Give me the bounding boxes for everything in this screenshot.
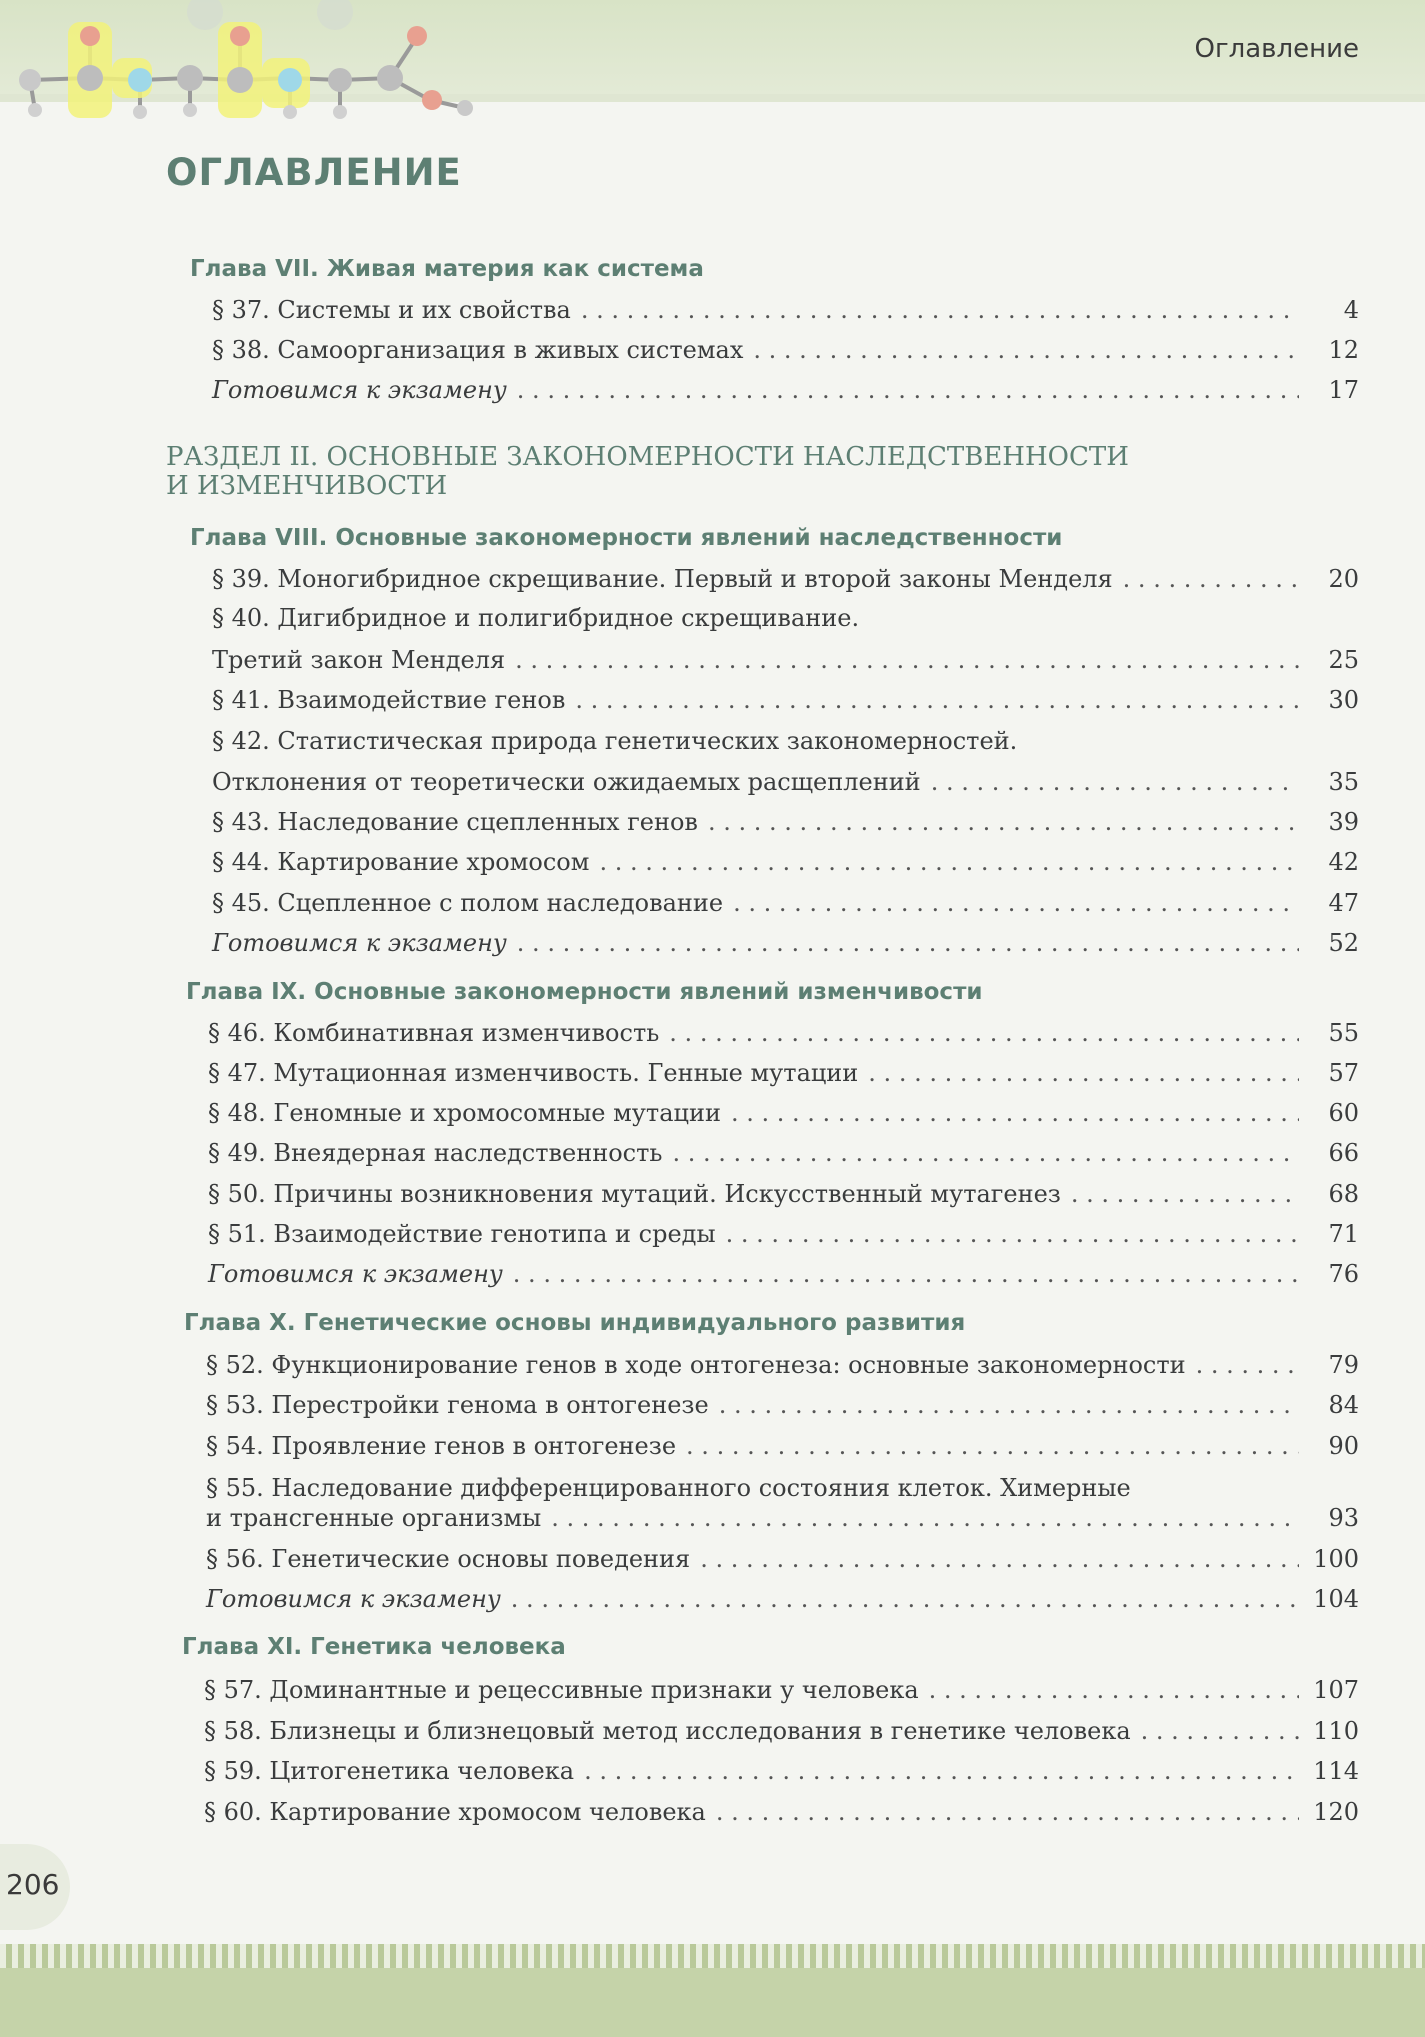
toc-entry-label[interactable]: § 42. Статистическая природа генетических закономерностей. [212,727,1018,755]
toc-entry[interactable] [206,1350,1359,1380]
toc-entry-page: 79 [1328,1351,1359,1379]
toc-entry[interactable] [208,1098,1359,1128]
toc-entry-page: 104 [1313,1585,1359,1613]
toc-entry[interactable] [208,1219,1359,1249]
chapter-10-heading: Глава X. Генетические основы индивидуального развития [184,1310,966,1336]
toc-entry-exam[interactable] [212,928,1359,958]
toc-entry[interactable] [212,295,1359,325]
toc-entry-label: § 45. Сцепленное с полом наследование [212,889,724,917]
toc-entry[interactable] [208,1058,1359,1088]
toc-entry-label: Готовимся к экзамену [212,929,507,957]
toc-entry-page: 76 [1328,1260,1359,1288]
toc-entry-label[interactable]: § 55. Наследование дифференцированного состояния клеток. Химерные [206,1474,1131,1502]
toc-entry-page: 120 [1313,1798,1359,1826]
toc-entry-page: 52 [1328,929,1359,957]
toc-entry-page: 30 [1328,686,1359,714]
chapter-11-heading: Глава XI. Генетика человека [182,1634,566,1660]
toc-entry-label: § 44. Картирование хромосом [212,848,590,876]
toc-entry[interactable] [206,1503,1359,1533]
toc-entry-page: 17 [1328,376,1359,404]
chapter-7-heading: Глава VII. Живая материя как система [190,256,704,282]
toc-entry-exam[interactable] [206,1584,1359,1614]
toc-entry-label: § 46. Комбинативная изменчивость [208,1019,660,1047]
toc-entry-page: 12 [1328,336,1359,364]
toc-entry-page: 71 [1328,1220,1359,1248]
toc-entry-label: § 52. Функционирование генов в ходе онтогенеза: основные закономерности [206,1351,1186,1379]
toc-entry[interactable] [208,1138,1359,1168]
page-title: ОГЛАВЛЕНИЕ [166,151,462,194]
toc-entry-page: 60 [1328,1099,1359,1127]
part-2-heading-line1: РАЗДЕЛ II. ОСНОВНЫЕ ЗАКОНОМЕРНОСТИ НАСЛЕДСТВЕННОСТИ [166,442,1129,472]
toc-entry-page: 35 [1328,768,1359,796]
toc-entry-page: 66 [1328,1139,1359,1167]
toc-entry-label: Готовимся к экзамену [206,1585,501,1613]
toc-entry-page: 42 [1328,848,1359,876]
toc-entry-label-cont: и трансгенные организмы [206,1504,542,1532]
toc-entry[interactable] [212,767,1359,797]
toc-entry-label: § 51. Взаимодействие генотипа и среды [208,1220,716,1248]
toc-entry[interactable] [208,1179,1359,1209]
toc-entry-page: 110 [1313,1717,1359,1745]
toc-entry-page: 100 [1313,1545,1359,1573]
toc-entry-exam[interactable] [208,1259,1359,1289]
toc-entry[interactable] [206,1390,1359,1420]
toc-entry[interactable] [208,1018,1359,1048]
toc-entry-exam[interactable] [212,375,1359,405]
toc-entry-label: § 54. Проявление генов в онтогенезе [206,1432,677,1460]
toc-entry-page: 47 [1328,889,1359,917]
toc-entry-label: § 41. Взаимодействие генов [212,686,566,714]
footer-stripes [0,1944,1425,1968]
toc-entry-label: § 58. Близнецы и близнецовый метод исследования в генетике человека [204,1717,1131,1745]
toc-entry-label: § 39. Моногибридное скрещивание. Первый и второй законы Менделя [212,565,1113,593]
toc-entry[interactable] [212,645,1359,675]
page-number: 206 [6,1868,60,1901]
toc-entry-label: § 53. Перестройки генома в онтогенезе [206,1391,709,1419]
part-2-heading-line2: И ИЗМЕНЧИВОСТИ [166,471,448,501]
toc-entry[interactable] [212,888,1359,918]
toc-entry-page: 84 [1328,1391,1359,1419]
toc-entry-page: 93 [1328,1504,1359,1532]
toc-entry[interactable] [206,1431,1359,1461]
toc-entry[interactable] [204,1716,1359,1746]
toc-entry-page: 25 [1328,646,1359,674]
toc-entry-label: § 57. Доминантные и рецессивные признаки у человека [204,1676,919,1704]
toc-entry-page: 55 [1328,1019,1359,1047]
toc-entry-page: 4 [1343,296,1359,324]
toc-entry-label: § 56. Генетические основы поведения [206,1545,691,1573]
toc-entry-label: § 50. Причины возникновения мутаций. Искусственный мутагенез [208,1180,1061,1208]
toc-entry-page: 39 [1328,808,1359,836]
toc-entry-label: § 48. Геномные и хромосомные мутации [208,1099,721,1127]
toc-entry-label: § 37. Системы и их свойства [212,296,571,324]
toc-entry[interactable] [212,685,1359,715]
toc-entry[interactable] [204,1675,1359,1705]
toc-entry[interactable] [212,807,1359,837]
toc-entry[interactable] [212,335,1359,365]
toc-entry[interactable] [212,847,1359,877]
toc-entry-label: Готовимся к экзамену [208,1260,503,1288]
toc-entry[interactable] [212,564,1359,594]
toc-entry-label: § 59. Цитогенетика человека [204,1757,575,1785]
toc-entry[interactable] [204,1797,1359,1827]
toc-entry-label: § 43. Наследование сцепленных генов [212,808,698,836]
chapter-8-heading: Глава VIII. Основные закономерности явлений наследственности [190,525,1063,551]
toc-entry[interactable] [204,1756,1359,1786]
toc-entry-page: 20 [1328,565,1359,593]
toc-entry-label[interactable]: § 40. Дигибридное и полигибридное скрещивание. [212,604,860,632]
toc-entry-label: Готовимся к экзамену [212,376,507,404]
toc-entry-label: § 49. Внеядерная наследственность [208,1139,663,1167]
toc-entry-page: 68 [1328,1180,1359,1208]
molecule-decoration-icon [0,0,480,130]
toc-entry-label: § 38. Самоорганизация в живых системах [212,336,744,364]
chapter-9-heading: Глава IX. Основные закономерности явлений изменчивости [186,979,983,1005]
toc-entry-page: 114 [1313,1757,1359,1785]
running-head: Оглавление [1194,34,1359,64]
toc-entry-label-cont: Отклонения от теоретически ожидаемых расщеплений [212,768,921,796]
toc-entry-page: 57 [1328,1059,1359,1087]
toc-entry[interactable] [206,1544,1359,1574]
toc-entry-label-cont: Третий закон Менделя [212,646,506,674]
toc-entry-page: 90 [1328,1432,1359,1460]
toc-entry-label: § 47. Мутационная изменчивость. Генные мутации [208,1059,859,1087]
toc-entry-page: 107 [1313,1676,1359,1704]
toc-entry-label: § 60. Картирование хромосом человека [204,1798,706,1826]
